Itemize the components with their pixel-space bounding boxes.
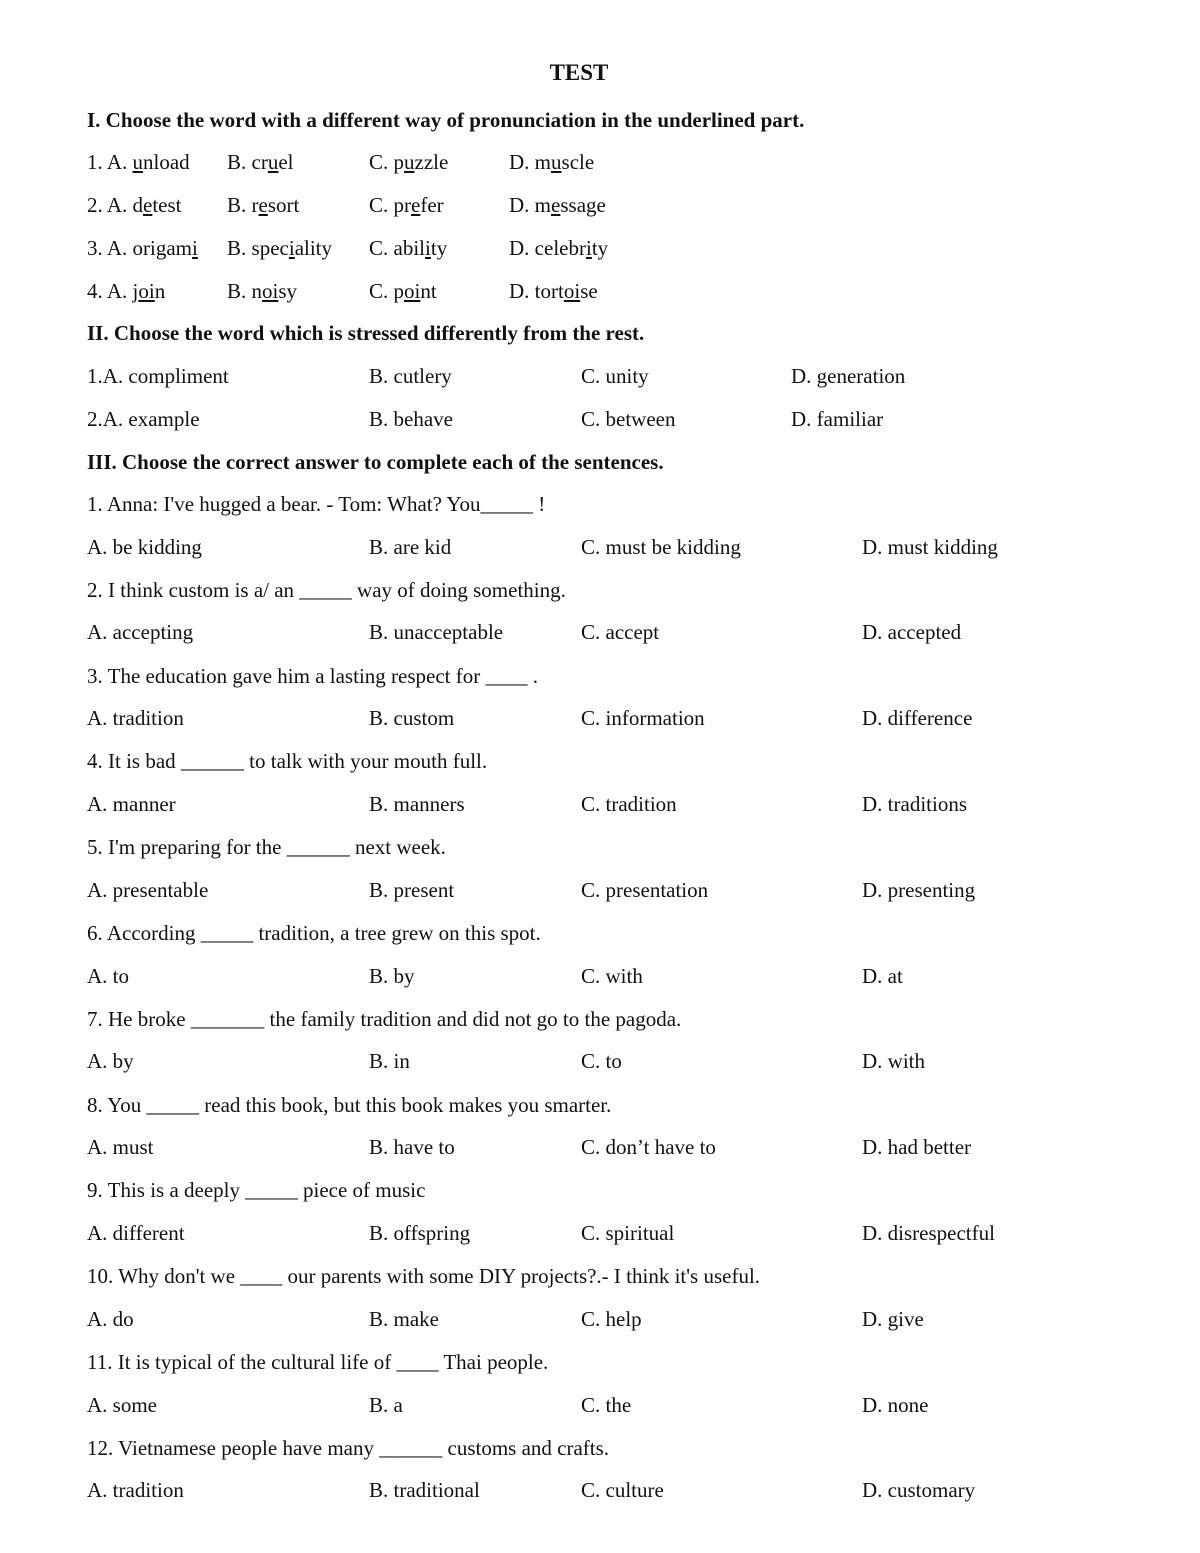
- word-part: test: [152, 193, 182, 217]
- word-part: ty: [591, 236, 609, 260]
- answer-option: A. manner: [87, 792, 176, 816]
- pronunciation-option: [509, 236, 608, 261]
- underlined-sound: e: [411, 193, 421, 217]
- pronunciation-option: [369, 150, 448, 175]
- answer-option: B. present: [369, 878, 455, 902]
- question-number: 1. A.: [87, 150, 133, 174]
- answer-option: C. spiritual: [581, 1221, 675, 1245]
- option-letter: D.: [509, 193, 535, 217]
- answer-option: D. with: [862, 1049, 925, 1073]
- underlined-sound: e: [258, 193, 268, 217]
- answer-option: C. culture: [581, 1478, 664, 1502]
- word-part: d: [132, 193, 144, 217]
- option-letter: D.: [509, 236, 535, 260]
- stress-option: D. generation: [791, 364, 906, 388]
- underlined-sound: e: [551, 193, 561, 217]
- answer-option: C. don’t have to: [581, 1135, 716, 1159]
- section-1-heading: I. Choose the word with a different way of pronunciation in the underlined part.: [87, 108, 805, 132]
- underlined-sound: u: [404, 150, 415, 174]
- question-stem: 4. It is bad ______ to talk with your mouth full.: [87, 749, 488, 773]
- answer-option: B. make: [369, 1307, 439, 1331]
- question-stem: 11. It is typical of the cultural life of ____ Thai people.: [87, 1350, 549, 1374]
- pronunciation-option: [509, 193, 606, 218]
- pronunciation-option: [227, 193, 299, 218]
- question-stem: 12. Vietnamese people have many ______ customs and crafts.: [87, 1436, 610, 1460]
- stress-option: D. familiar: [791, 407, 884, 431]
- answer-option: A. to: [87, 964, 129, 988]
- question-stem: 9. This is a deeply _____ piece of music: [87, 1178, 426, 1202]
- section-2-heading: II. Choose the word which is stressed differently from the rest.: [87, 321, 645, 345]
- answer-option: D. none: [862, 1393, 929, 1417]
- answer-option: C. must be kidding: [581, 535, 741, 559]
- answer-option: D. give: [862, 1307, 924, 1331]
- question-stem: 1. Anna: I've hugged a bear. - Tom: What? You_____ !: [87, 492, 546, 516]
- question-stem: 10. Why don't we ____ our parents with some DIY projects?.- I think it's useful.: [87, 1264, 761, 1288]
- pronunciation-option: [369, 193, 444, 218]
- underlined-sound: i: [425, 236, 431, 260]
- pronunciation-option: [87, 279, 165, 304]
- answer-option: A. presentable: [87, 878, 209, 902]
- word-part: m: [534, 150, 552, 174]
- answer-option: D. at: [862, 964, 903, 988]
- word-part: r: [251, 193, 259, 217]
- word-part: pr: [393, 193, 412, 217]
- option-letter: B.: [227, 193, 252, 217]
- option-letter: C.: [369, 236, 394, 260]
- underlined-sound: u: [551, 150, 562, 174]
- answer-option: B. in: [369, 1049, 410, 1073]
- question-stem: 2. I think custom is a/ an _____ way of doing something.: [87, 578, 566, 602]
- section-3-heading: III. Choose the correct answer to complete each of the sentences.: [87, 450, 664, 474]
- answer-option: B. unacceptable: [369, 620, 504, 644]
- answer-option: A. different: [87, 1221, 185, 1245]
- answer-option: C. accept: [581, 620, 660, 644]
- word-part: n: [154, 279, 166, 303]
- underlined-sound: i: [585, 236, 592, 260]
- answer-option: C. the: [581, 1393, 632, 1417]
- option-letter: B.: [227, 150, 252, 174]
- pronunciation-option: [87, 150, 190, 175]
- question-number: 3. A.: [87, 236, 133, 260]
- word-part: ty: [430, 236, 448, 260]
- stress-option: C. unity: [581, 364, 649, 388]
- word-part: ssage: [560, 193, 606, 217]
- underlined-sound: i: [288, 236, 295, 260]
- word-part: m: [534, 193, 552, 217]
- answer-option: C. help: [581, 1307, 642, 1331]
- word-part: n: [251, 279, 263, 303]
- word-part: tort: [534, 279, 564, 303]
- question-stem: 5. I'm preparing for the ______ next week.: [87, 835, 446, 859]
- question-stem: 7. He broke _______ the family tradition and did not go to the pagoda.: [87, 1007, 682, 1031]
- option-letter: C.: [369, 193, 394, 217]
- answer-option: A. must: [87, 1135, 154, 1159]
- underlined-sound: oi: [262, 279, 279, 303]
- word-part: spec: [251, 236, 289, 260]
- word-part: sy: [278, 279, 298, 303]
- answer-option: C. presentation: [581, 878, 709, 902]
- question-stem: 8. You _____ read this book, but this book makes you smarter.: [87, 1093, 612, 1117]
- word-part: nload: [143, 150, 190, 174]
- underlined-sound: i: [192, 236, 198, 260]
- answer-option: D. had better: [862, 1135, 972, 1159]
- answer-option: C. information: [581, 706, 705, 730]
- question-number: 2. A.: [87, 193, 133, 217]
- answer-option: B. by: [369, 964, 415, 988]
- option-letter: D.: [509, 279, 535, 303]
- pronunciation-option: [87, 193, 182, 218]
- answer-option: B. have to: [369, 1135, 455, 1159]
- answer-option: B. a: [369, 1393, 403, 1417]
- answer-option: A. tradition: [87, 1478, 184, 1502]
- question-stem: 6. According _____ tradition, a tree grew on this spot.: [87, 921, 541, 945]
- answer-option: D. accepted: [862, 620, 962, 644]
- option-letter: B.: [227, 236, 252, 260]
- pronunciation-option: [227, 150, 294, 175]
- answer-option: A. by: [87, 1049, 134, 1073]
- option-letter: B.: [227, 279, 252, 303]
- answer-option: A. tradition: [87, 706, 184, 730]
- underlined-sound: oi: [563, 279, 581, 303]
- word-part: cr: [251, 150, 268, 174]
- answer-option: A. be kidding: [87, 535, 202, 559]
- question-number: 4. A.: [87, 279, 133, 303]
- option-letter: C.: [369, 150, 394, 174]
- option-letter: D.: [509, 150, 535, 174]
- underlined-sound: oi: [404, 279, 421, 303]
- answer-option: A. some: [87, 1393, 157, 1417]
- pronunciation-option: [369, 236, 447, 261]
- pronunciation-option: [369, 279, 437, 304]
- answer-option: D. traditions: [862, 792, 967, 816]
- answer-option: D. presenting: [862, 878, 976, 902]
- page-title: TEST: [549, 60, 609, 85]
- underlined-sound: u: [132, 150, 144, 174]
- underlined-sound: e: [143, 193, 153, 217]
- pronunciation-option: [509, 150, 594, 175]
- word-part: p: [393, 279, 405, 303]
- answer-option: D. difference: [862, 706, 973, 730]
- stress-option: B. behave: [369, 407, 453, 431]
- option-letter: C.: [369, 279, 394, 303]
- stress-option: 1.A. compliment: [87, 364, 229, 388]
- pronunciation-option: [509, 279, 598, 304]
- word-part: ality: [294, 236, 333, 260]
- answer-option: A. accepting: [87, 620, 194, 644]
- stress-option: C. between: [581, 407, 676, 431]
- answer-option: B. traditional: [369, 1478, 480, 1502]
- word-part: nt: [420, 279, 437, 303]
- answer-option: B. manners: [369, 792, 465, 816]
- pronunciation-option: [87, 236, 198, 261]
- underlined-sound: oi: [138, 279, 155, 303]
- word-part: celebr: [534, 236, 586, 260]
- answer-option: C. tradition: [581, 792, 677, 816]
- answer-option: C. with: [581, 964, 643, 988]
- word-part: fer: [420, 193, 444, 217]
- answer-option: C. to: [581, 1049, 622, 1073]
- word-part: zzle: [414, 150, 449, 174]
- word-part: j: [132, 279, 139, 303]
- answer-option: A. do: [87, 1307, 134, 1331]
- word-part: abil: [393, 236, 426, 260]
- word-part: p: [393, 150, 405, 174]
- word-part: sort: [267, 193, 300, 217]
- stress-option: 2.A. example: [87, 407, 200, 431]
- answer-option: B. offspring: [369, 1221, 471, 1245]
- word-part: el: [278, 150, 294, 174]
- word-part: scle: [561, 150, 595, 174]
- answer-option: B. custom: [369, 706, 455, 730]
- underlined-sound: u: [267, 150, 279, 174]
- pronunciation-option: [227, 236, 332, 261]
- answer-option: D. must kidding: [862, 535, 998, 559]
- question-stem: 3. The education gave him a lasting respect for ____ .: [87, 664, 538, 688]
- answer-option: D. customary: [862, 1478, 976, 1502]
- word-part: origam: [132, 236, 192, 260]
- answer-option: B. are kid: [369, 535, 452, 559]
- word-part: se: [580, 279, 598, 303]
- pronunciation-option: [227, 279, 297, 304]
- stress-option: B. cutlery: [369, 364, 452, 388]
- answer-option: D. disrespectful: [862, 1221, 995, 1245]
